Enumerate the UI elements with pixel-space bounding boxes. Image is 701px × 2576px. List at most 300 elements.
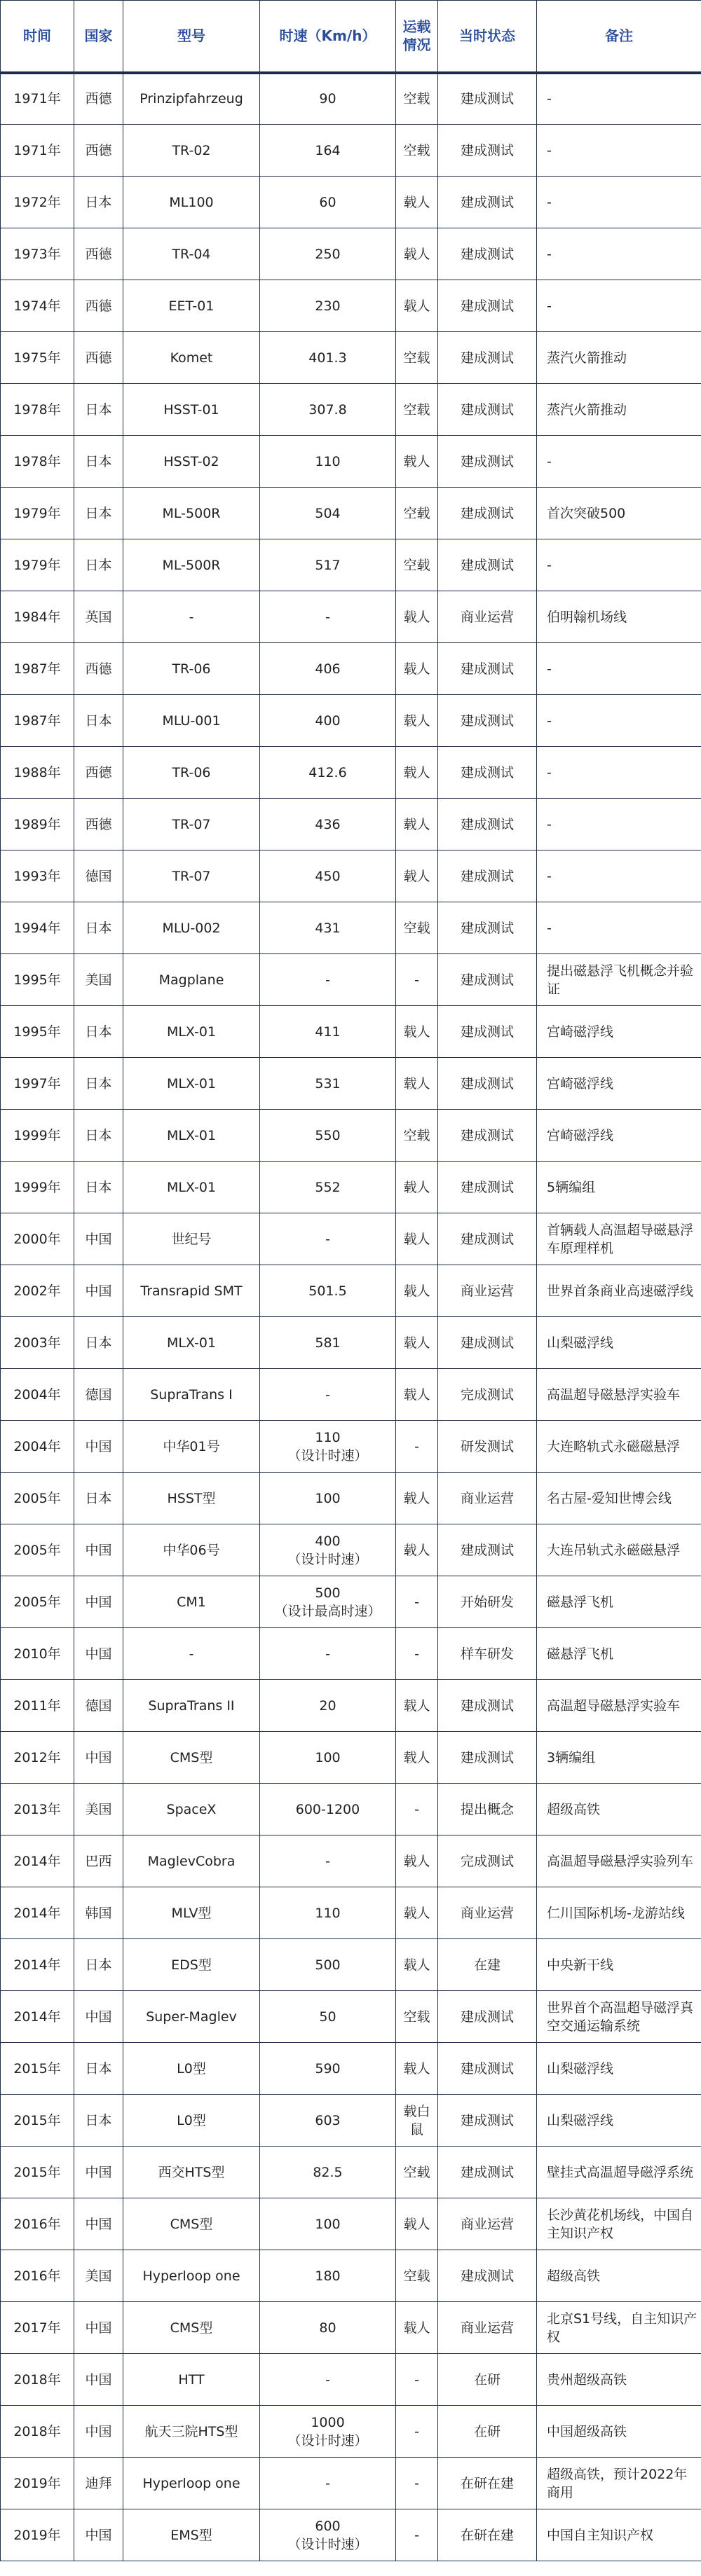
- cell-time: 2018年: [1, 2354, 74, 2406]
- cell-country: 美国: [74, 954, 123, 1006]
- cell-status: 建成测试: [438, 436, 537, 488]
- table-row: [1, 1628, 701, 1680]
- cell-load: 空载: [396, 488, 438, 539]
- cell-note: 山梨磁浮线: [537, 2043, 701, 2095]
- cell-model: Hyperloop one: [123, 2458, 260, 2509]
- cell-time: 1997年: [1, 1058, 74, 1110]
- cell-model: Hyperloop one: [123, 2250, 260, 2302]
- cell-model: 中华01号: [123, 1421, 260, 1473]
- cell-load: 载人: [396, 1265, 438, 1317]
- header-row: [1, 1, 701, 73]
- cell-status: 开始研发: [438, 1576, 537, 1628]
- cell-speed: 550: [260, 1110, 396, 1162]
- cell-load: 载人: [396, 1473, 438, 1524]
- cell-note: 大连吊轨式永磁磁悬浮: [537, 1524, 701, 1576]
- table-row: [1, 850, 701, 902]
- cell-model: HSST型: [123, 1473, 260, 1524]
- cell-time: 2015年: [1, 2147, 74, 2198]
- cell-speed: 20: [260, 1680, 396, 1732]
- cell-country: 英国: [74, 591, 123, 643]
- cell-model: Magplane: [123, 954, 260, 1006]
- cell-model: MLX-01: [123, 1058, 260, 1110]
- cell-model: ML-500R: [123, 539, 260, 591]
- cell-status: 完成测试: [438, 1369, 537, 1421]
- cell-note: -: [537, 799, 701, 850]
- header-country: 国家: [74, 1, 123, 73]
- cell-country: 中国: [74, 1628, 123, 1680]
- cell-time: 2015年: [1, 2095, 74, 2147]
- cell-note: 名古屋-爱知世博会线: [537, 1473, 701, 1524]
- cell-time: 2014年: [1, 1939, 74, 1991]
- cell-status: 建成测试: [438, 1732, 537, 1784]
- cell-time: 1975年: [1, 332, 74, 384]
- cell-speed: 100: [260, 1473, 396, 1524]
- cell-speed: 250: [260, 228, 396, 280]
- cell-country: 日本: [74, 539, 123, 591]
- cell-speed: 307.8: [260, 384, 396, 436]
- cell-note: 大连略轨式永磁磁悬浮: [537, 1421, 701, 1473]
- table-row: [1, 2302, 701, 2354]
- table-row: [1, 2458, 701, 2509]
- cell-note: 中国超级高铁: [537, 2406, 701, 2458]
- cell-model: Super-Maglev: [123, 1991, 260, 2043]
- cell-country: 日本: [74, 1473, 123, 1524]
- cell-note: 长沙黄花机场线，中国自主知识产权: [537, 2198, 701, 2250]
- cell-country: 中国: [74, 2302, 123, 2354]
- cell-speed: 80: [260, 2302, 396, 2354]
- cell-status: 研发测试: [438, 1421, 537, 1473]
- cell-time: 2014年: [1, 1835, 74, 1887]
- cell-load: 载人: [396, 1006, 438, 1058]
- cell-country: 日本: [74, 1006, 123, 1058]
- cell-time: 2014年: [1, 1991, 74, 2043]
- cell-time: 2017年: [1, 2302, 74, 2354]
- cell-time: 2003年: [1, 1317, 74, 1369]
- cell-note: 壁挂式高温超导磁浮系统: [537, 2147, 701, 2198]
- cell-country: 日本: [74, 1110, 123, 1162]
- header-status: 当时状态: [438, 1, 537, 73]
- cell-time: 1974年: [1, 280, 74, 332]
- cell-model: MLX-01: [123, 1006, 260, 1058]
- table-row: [1, 1732, 701, 1784]
- cell-status: 建成测试: [438, 954, 537, 1006]
- table-row: [1, 1317, 701, 1369]
- cell-country: 中国: [74, 1991, 123, 2043]
- table-row: [1, 1473, 701, 1524]
- table-row: [1, 2147, 701, 2198]
- cell-note: 3辆编组: [537, 1732, 701, 1784]
- cell-time: 2004年: [1, 1369, 74, 1421]
- table-row: [1, 1369, 701, 1421]
- cell-country: 西德: [74, 125, 123, 177]
- cell-speed: 90: [260, 73, 396, 125]
- table-row: [1, 488, 701, 539]
- header-model: 型号: [123, 1, 260, 73]
- cell-speed: 431: [260, 902, 396, 954]
- cell-speed: -: [260, 2458, 396, 2509]
- table-body: [1, 73, 701, 2561]
- cell-speed: -: [260, 1835, 396, 1887]
- cell-time: 2018年: [1, 2406, 74, 2458]
- cell-country: 西德: [74, 643, 123, 695]
- cell-note: 超级高铁，预计2022年商用: [537, 2458, 701, 2509]
- cell-country: 日本: [74, 1939, 123, 1991]
- cell-speed: 60: [260, 177, 396, 228]
- cell-model: HSST-01: [123, 384, 260, 436]
- cell-status: 在建: [438, 1939, 537, 1991]
- header-speed: 时速（Km/h）: [260, 1, 396, 73]
- table-row: [1, 954, 701, 1006]
- cell-country: 中国: [74, 1732, 123, 1784]
- cell-status: 建成测试: [438, 2250, 537, 2302]
- cell-load: 载白鼠: [396, 2095, 438, 2147]
- cell-country: 德国: [74, 1369, 123, 1421]
- cell-load: 空载: [396, 1991, 438, 2043]
- cell-time: 1988年: [1, 747, 74, 799]
- cell-note: 高温超导磁悬浮实验车: [537, 1680, 701, 1732]
- cell-model: Transrapid SMT: [123, 1265, 260, 1317]
- table-row: [1, 1213, 701, 1265]
- cell-speed: -: [260, 2354, 396, 2406]
- cell-status: 建成测试: [438, 1524, 537, 1576]
- cell-model: TR-06: [123, 747, 260, 799]
- cell-speed: 110: [260, 1887, 396, 1939]
- cell-status: 建成测试: [438, 643, 537, 695]
- cell-status: 建成测试: [438, 1058, 537, 1110]
- cell-note: 贵州超级高铁: [537, 2354, 701, 2406]
- cell-model: L0型: [123, 2043, 260, 2095]
- cell-time: 1995年: [1, 954, 74, 1006]
- cell-load: 空载: [396, 332, 438, 384]
- cell-speed: 110: [260, 436, 396, 488]
- cell-status: 建成测试: [438, 125, 537, 177]
- cell-note: 首辆载人高温超导磁悬浮车原理样机: [537, 1213, 701, 1265]
- cell-note: 世界首个高温超导磁浮真空交通运输系统: [537, 1991, 701, 2043]
- table-row: [1, 1006, 701, 1058]
- cell-note: -: [537, 436, 701, 488]
- cell-country: 中国: [74, 2406, 123, 2458]
- cell-model: SupraTrans II: [123, 1680, 260, 1732]
- cell-country: 德国: [74, 850, 123, 902]
- cell-speed: 400: [260, 695, 396, 747]
- table-row: [1, 2509, 701, 2561]
- cell-speed: 411: [260, 1006, 396, 1058]
- cell-load: 载人: [396, 280, 438, 332]
- cell-status: 建成测试: [438, 1991, 537, 2043]
- cell-time: 1972年: [1, 177, 74, 228]
- table-row: [1, 1887, 701, 1939]
- cell-status: 在研: [438, 2406, 537, 2458]
- cell-note: -: [537, 177, 701, 228]
- cell-time: 1987年: [1, 695, 74, 747]
- cell-model: MLX-01: [123, 1110, 260, 1162]
- cell-country: 日本: [74, 1317, 123, 1369]
- cell-speed: 50: [260, 1991, 396, 2043]
- cell-time: 1989年: [1, 799, 74, 850]
- cell-note: 高温超导磁悬浮实验列车: [537, 1835, 701, 1887]
- cell-speed: 517: [260, 539, 396, 591]
- cell-model: -: [123, 591, 260, 643]
- cell-load: -: [396, 1421, 438, 1473]
- cell-model: CM1: [123, 1576, 260, 1628]
- cell-speed: 436: [260, 799, 396, 850]
- cell-speed: 600-1200: [260, 1784, 396, 1835]
- cell-time: 2005年: [1, 1576, 74, 1628]
- cell-speed: -: [260, 1369, 396, 1421]
- cell-time: 1993年: [1, 850, 74, 902]
- cell-country: 美国: [74, 1784, 123, 1835]
- cell-speed: 164: [260, 125, 396, 177]
- cell-time: 2019年: [1, 2509, 74, 2561]
- cell-country: 西德: [74, 280, 123, 332]
- cell-speed: -: [260, 954, 396, 1006]
- table-row: [1, 799, 701, 850]
- cell-country: 中国: [74, 2147, 123, 2198]
- cell-country: 中国: [74, 1213, 123, 1265]
- cell-speed: 600 （设计时速）: [260, 2509, 396, 2561]
- cell-load: -: [396, 2509, 438, 2561]
- cell-speed: 401.3: [260, 332, 396, 384]
- table-row: [1, 747, 701, 799]
- cell-speed: 581: [260, 1317, 396, 1369]
- table-row: [1, 1991, 701, 2043]
- cell-status: 提出概念: [438, 1784, 537, 1835]
- cell-country: 迪拜: [74, 2458, 123, 2509]
- cell-note: -: [537, 228, 701, 280]
- cell-time: 1978年: [1, 384, 74, 436]
- table-row: [1, 1058, 701, 1110]
- cell-note: -: [537, 850, 701, 902]
- cell-country: 日本: [74, 2095, 123, 2147]
- cell-model: MLX-01: [123, 1162, 260, 1213]
- cell-note: 北京S1号线，自主知识产权: [537, 2302, 701, 2354]
- cell-load: -: [396, 2458, 438, 2509]
- cell-country: 中国: [74, 1576, 123, 1628]
- cell-load: 载人: [396, 591, 438, 643]
- cell-speed: -: [260, 1213, 396, 1265]
- cell-speed: 500 （设计最高时速）: [260, 1576, 396, 1628]
- cell-model: EDS型: [123, 1939, 260, 1991]
- cell-status: 建成测试: [438, 1317, 537, 1369]
- cell-country: 西德: [74, 747, 123, 799]
- cell-model: TR-07: [123, 799, 260, 850]
- cell-load: 载人: [396, 2198, 438, 2250]
- cell-country: 西德: [74, 332, 123, 384]
- cell-status: 建成测试: [438, 73, 537, 125]
- cell-model: MaglevCobra: [123, 1835, 260, 1887]
- header-load: 运载情况: [396, 1, 438, 73]
- cell-country: 中国: [74, 2198, 123, 2250]
- cell-status: 建成测试: [438, 1162, 537, 1213]
- cell-status: 商业运营: [438, 2198, 537, 2250]
- cell-note: 蒸汽火箭推动: [537, 384, 701, 436]
- cell-status: 建成测试: [438, 280, 537, 332]
- cell-model: Prinzipfahrzeug: [123, 73, 260, 125]
- cell-time: 1987年: [1, 643, 74, 695]
- cell-country: 日本: [74, 1162, 123, 1213]
- cell-time: 2019年: [1, 2458, 74, 2509]
- cell-load: -: [396, 1628, 438, 1680]
- cell-note: 山梨磁浮线: [537, 2095, 701, 2147]
- table-row: [1, 1265, 701, 1317]
- cell-speed: 552: [260, 1162, 396, 1213]
- table-row: [1, 332, 701, 384]
- cell-country: 西德: [74, 799, 123, 850]
- cell-country: 美国: [74, 2250, 123, 2302]
- cell-note: 提出磁悬浮飞机概念并验证: [537, 954, 701, 1006]
- cell-note: -: [537, 125, 701, 177]
- cell-note: 首次突破500: [537, 488, 701, 539]
- cell-status: 建成测试: [438, 1006, 537, 1058]
- table-row: [1, 280, 701, 332]
- table-row: [1, 1421, 701, 1473]
- table-row: [1, 2354, 701, 2406]
- cell-status: 建成测试: [438, 2147, 537, 2198]
- cell-speed: 82.5: [260, 2147, 396, 2198]
- cell-status: 建成测试: [438, 1680, 537, 1732]
- table-row: [1, 2250, 701, 2302]
- cell-load: 载人: [396, 695, 438, 747]
- cell-speed: 110 （设计时速）: [260, 1421, 396, 1473]
- cell-load: 载人: [396, 1680, 438, 1732]
- table-row: [1, 902, 701, 954]
- cell-model: MLV型: [123, 1887, 260, 1939]
- cell-model: TR-07: [123, 850, 260, 902]
- cell-note: 蒸汽火箭推动: [537, 332, 701, 384]
- cell-model: MLU-002: [123, 902, 260, 954]
- cell-speed: 450: [260, 850, 396, 902]
- cell-note: 中国自主知识产权: [537, 2509, 701, 2561]
- table-row: [1, 591, 701, 643]
- cell-status: 建成测试: [438, 539, 537, 591]
- cell-status: 建成测试: [438, 488, 537, 539]
- cell-country: 德国: [74, 1680, 123, 1732]
- cell-load: 载人: [396, 228, 438, 280]
- cell-load: 载人: [396, 643, 438, 695]
- cell-country: 日本: [74, 177, 123, 228]
- cell-time: 2013年: [1, 1784, 74, 1835]
- cell-time: 1979年: [1, 488, 74, 539]
- cell-status: 建成测试: [438, 2043, 537, 2095]
- cell-load: 空载: [396, 1110, 438, 1162]
- cell-note: -: [537, 539, 701, 591]
- cell-time: 1973年: [1, 228, 74, 280]
- cell-time: 1994年: [1, 902, 74, 954]
- cell-load: 载人: [396, 1524, 438, 1576]
- cell-load: 空载: [396, 2250, 438, 2302]
- table-row: [1, 1524, 701, 1576]
- cell-time: 2015年: [1, 2043, 74, 2095]
- cell-status: 样车研发: [438, 1628, 537, 1680]
- cell-note: -: [537, 73, 701, 125]
- cell-note: 高温超导磁悬浮实验车: [537, 1369, 701, 1421]
- cell-country: 中国: [74, 1421, 123, 1473]
- cell-time: 1984年: [1, 591, 74, 643]
- table-row: [1, 539, 701, 591]
- cell-time: 2016年: [1, 2250, 74, 2302]
- cell-load: -: [396, 2406, 438, 2458]
- cell-country: 巴西: [74, 1835, 123, 1887]
- cell-status: 商业运营: [438, 2302, 537, 2354]
- cell-model: L0型: [123, 2095, 260, 2147]
- cell-time: 1999年: [1, 1162, 74, 1213]
- cell-load: 载人: [396, 1213, 438, 1265]
- cell-load: 载人: [396, 1939, 438, 1991]
- cell-speed: 531: [260, 1058, 396, 1110]
- cell-model: Komet: [123, 332, 260, 384]
- cell-model: ML100: [123, 177, 260, 228]
- cell-speed: -: [260, 591, 396, 643]
- cell-load: 载人: [396, 1369, 438, 1421]
- cell-status: 建成测试: [438, 1213, 537, 1265]
- cell-load: 载人: [396, 1162, 438, 1213]
- table-row: [1, 643, 701, 695]
- cell-country: 中国: [74, 1265, 123, 1317]
- cell-load: 载人: [396, 177, 438, 228]
- cell-model: HTT: [123, 2354, 260, 2406]
- cell-note: 世界首条商业高速磁浮线: [537, 1265, 701, 1317]
- cell-model: SupraTrans I: [123, 1369, 260, 1421]
- cell-status: 商业运营: [438, 591, 537, 643]
- cell-country: 西德: [74, 73, 123, 125]
- cell-load: 空载: [396, 2147, 438, 2198]
- cell-load: -: [396, 2354, 438, 2406]
- cell-model: TR-02: [123, 125, 260, 177]
- cell-time: 2016年: [1, 2198, 74, 2250]
- cell-load: 载人: [396, 2043, 438, 2095]
- cell-speed: 230: [260, 280, 396, 332]
- cell-note: -: [537, 902, 701, 954]
- cell-note: 山梨磁浮线: [537, 1317, 701, 1369]
- cell-status: 商业运营: [438, 1265, 537, 1317]
- table-row: [1, 125, 701, 177]
- cell-note: 伯明翰机场线: [537, 591, 701, 643]
- cell-status: 建成测试: [438, 2095, 537, 2147]
- cell-load: 载人: [396, 1835, 438, 1887]
- cell-time: 2014年: [1, 1887, 74, 1939]
- cell-model: TR-04: [123, 228, 260, 280]
- cell-note: 中央新干线: [537, 1939, 701, 1991]
- cell-model: 中华06号: [123, 1524, 260, 1576]
- cell-country: 中国: [74, 2509, 123, 2561]
- cell-load: 载人: [396, 1887, 438, 1939]
- cell-status: 完成测试: [438, 1835, 537, 1887]
- cell-note: 5辆编组: [537, 1162, 701, 1213]
- cell-note: 仁川国际机场-龙游站线: [537, 1887, 701, 1939]
- cell-load: 载人: [396, 1058, 438, 1110]
- cell-load: 空载: [396, 539, 438, 591]
- cell-model: HSST-02: [123, 436, 260, 488]
- header-note: 备注: [537, 1, 701, 73]
- table-row: [1, 384, 701, 436]
- cell-note: 超级高铁: [537, 2250, 701, 2302]
- cell-time: 2011年: [1, 1680, 74, 1732]
- table-row: [1, 1835, 701, 1887]
- cell-speed: 1000 （设计时速）: [260, 2406, 396, 2458]
- cell-load: 空载: [396, 73, 438, 125]
- cell-load: 载人: [396, 2302, 438, 2354]
- cell-country: 日本: [74, 902, 123, 954]
- cell-status: 建成测试: [438, 695, 537, 747]
- cell-load: 空载: [396, 384, 438, 436]
- cell-status: 建成测试: [438, 384, 537, 436]
- cell-country: 日本: [74, 488, 123, 539]
- table-row: [1, 1110, 701, 1162]
- cell-country: 日本: [74, 1058, 123, 1110]
- cell-speed: 501.5: [260, 1265, 396, 1317]
- cell-load: -: [396, 1576, 438, 1628]
- cell-country: 韩国: [74, 1887, 123, 1939]
